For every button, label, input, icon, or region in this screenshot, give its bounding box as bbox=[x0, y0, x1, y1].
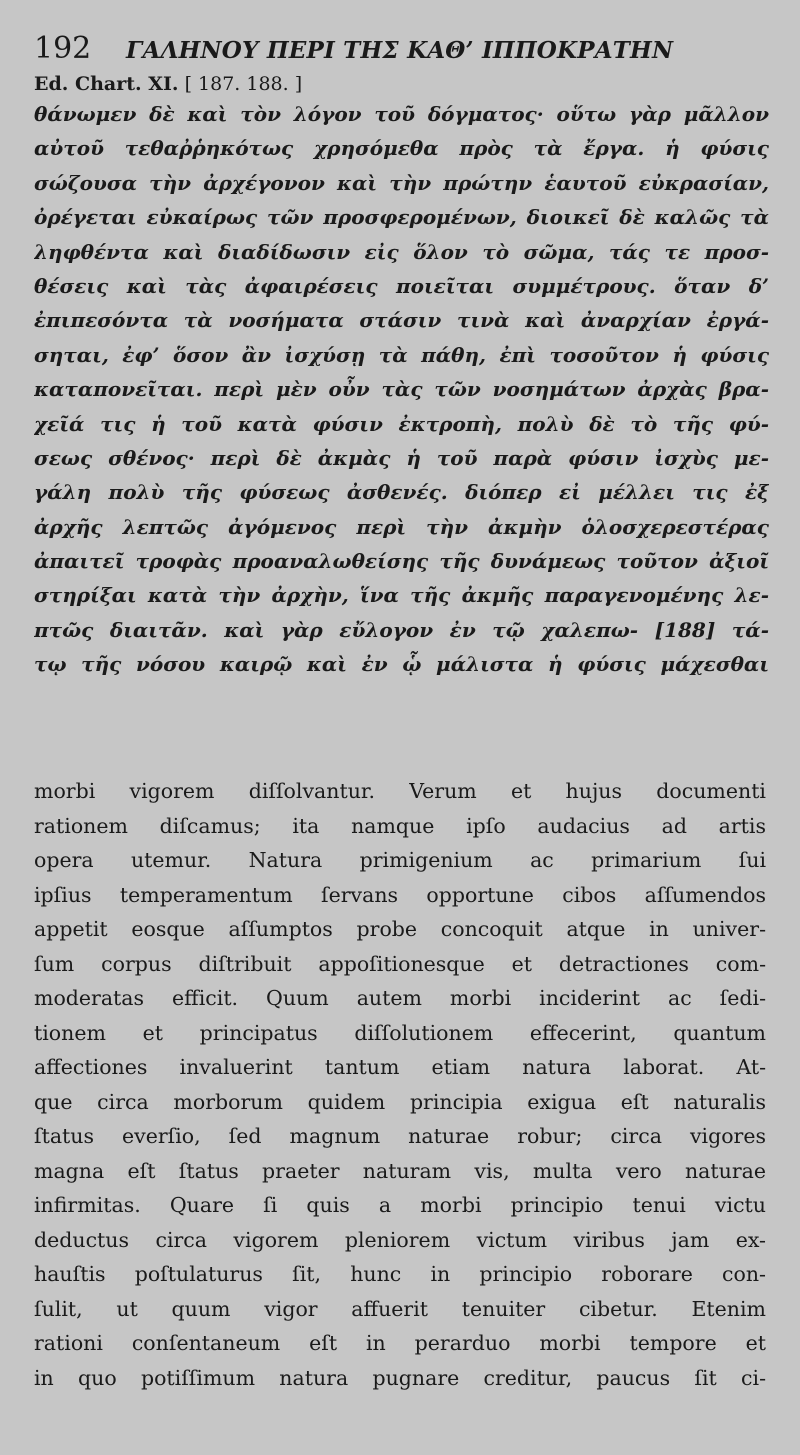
greek-text-line: ὀρέγεται εὐκαίρως τῶν προσφερομένων, διοικεῖ δὲ καλῶς τὰ bbox=[34, 205, 769, 230]
edition-reference bbox=[34, 72, 302, 96]
latin-text-block bbox=[34, 774, 766, 1395]
latin-text-line: rationem diſcamus; ita namque ipſo audacius ad artis bbox=[34, 813, 766, 838]
latin-text-line: affectiones invaluerint tantum etiam natura laborat. At- bbox=[34, 1055, 766, 1079]
latin-text-line: ſum corpus diſtribuit appoſitionesque et detractiones com- bbox=[34, 951, 766, 976]
page-number: 192 bbox=[34, 31, 92, 66]
edition-pages: [ 187. 188. ] bbox=[184, 73, 303, 95]
greek-text-line: ἀρχῆς λεπτῶς ἀγόμενος περὶ τὴν ἀκμὴν ὁλοσχερεστέρας bbox=[34, 514, 769, 539]
greek-text-line: σώζουσα τὴν ἀρχέγονον καὶ τὴν πρώτην ἑαυτοῦ εὐκρασίαν, bbox=[34, 170, 769, 195]
latin-text-line: moderatas efficit. Quum autem morbi inciderint ac ſedi- bbox=[34, 986, 766, 1010]
latin-text-line: ſtatus everſio, ſed magnum naturae robur; circa vigores bbox=[34, 1124, 766, 1148]
greek-text-line: θέσεις καὶ τὰς ἀφαιρέσεις ποιεῖται συμμέτρους. ὅταν δ’ bbox=[34, 273, 769, 298]
latin-text-line: que circa morborum quidem principia exigua eſt naturalis bbox=[34, 1089, 766, 1114]
latin-text-line: rationi conſentaneum eſt in perarduo morbi tempore et bbox=[34, 1331, 766, 1355]
greek-text-line: σεως σθένος· περὶ δὲ ἀκμὰς ἡ τοῦ παρὰ φύσιν ἰσχὺς με- bbox=[34, 445, 769, 470]
latin-text-line: hauſtis poſtulaturus ſit, hunc in principio roborare con- bbox=[34, 1262, 766, 1286]
greek-text-block bbox=[34, 97, 769, 682]
page-header bbox=[34, 30, 774, 70]
latin-text-line: morbi vigorem diſſolvantur. Verum et hujus documenti bbox=[34, 779, 766, 803]
greek-text-line: καταπονεῖται. περὶ μὲν οὖν τὰς τῶν νοσημάτων ἀρχὰς βρα- bbox=[34, 377, 769, 402]
greek-text-line: γάλη πολὺ τῆς φύσεως ἀσθενές. διόπερ εἰ μέλλει τις ἐξ bbox=[34, 480, 769, 505]
latin-text-line: infirmitas. Quare ſi quis a morbi principio tenui victu bbox=[34, 1193, 766, 1217]
greek-text-line: ἐπιπεσόντα τὰ νοσήματα στάσιν τινὰ καὶ ἀναρχίαν ἐργά- bbox=[34, 308, 769, 333]
greek-text-line: θάνωμεν δὲ καὶ τὸν λόγον τοῦ δόγματος· οὕτω γὰρ μᾶλλον bbox=[34, 102, 769, 126]
greek-text-line: πτῶς διαιτᾶν. καὶ γὰρ εὔλογον ἐν τῷ χαλεπω- [188] τά- bbox=[34, 617, 769, 642]
greek-text-line: ληφθέντα καὶ διαδίδωσιν εἰς ὅλον τὸ σῶμα, τάς τε προσ- bbox=[34, 239, 769, 264]
latin-text-line: in quo potiſſimum natura pugnare creditur, paucus ſit ci- bbox=[34, 1365, 766, 1390]
greek-text-line: ἀπαιτεῖ τροφὰς προαναλωθείσης τῆς δυνάμεως τοῦτον ἀξιοῖ bbox=[34, 549, 769, 574]
latin-text-line: ipſius temperamentum ſervans opportune cibos aſſumendos bbox=[34, 882, 766, 907]
running-title: ΓΑΛΗΝΟΥ ΠΕΡΙ ΤΗΣ ΚΑΘ’ ΙΠΠΟΚΡΑΤΗΝ bbox=[126, 37, 674, 64]
greek-text-line: σηται, ἐφ’ ὅσον ἂν ἰσχύσῃ τὰ πάθη, ἐπὶ τοσοῦτον ἡ φύσις bbox=[34, 342, 769, 367]
latin-text-line: appetit eosque aſſumptos probe concoquit atque in univer- bbox=[34, 917, 766, 941]
latin-text-line: magna eſt ſtatus praeter naturam vis, multa vero naturae bbox=[34, 1158, 766, 1183]
latin-text-line: opera utemur. Natura primigenium ac primarium ſui bbox=[34, 848, 766, 872]
greek-text-line: χεῖά τις ἡ τοῦ κατὰ φύσιν ἐκτροπὴ, πολὺ δὲ τὸ τῆς φύ- bbox=[34, 411, 769, 436]
latin-text-line: tionem et principatus diſſolutionem effecerint, quantum bbox=[34, 1020, 766, 1045]
greek-text-line: αὐτοῦ τεθαῤῥηκότως χρησόμεθα πρὸς τὰ ἔργα. ἡ φύσις bbox=[34, 136, 769, 161]
latin-text-line: deductus circa vigorem pleniorem victum viribus jam ex- bbox=[34, 1227, 766, 1252]
edition-label: Ed. Chart. XI. bbox=[34, 73, 179, 95]
greek-text-line: στηρίξαι κατὰ τὴν ἀρχὴν, ἵνα τῆς ἀκμῆς παραγενομένης λε- bbox=[34, 583, 769, 608]
latin-text-line: ſulit, ut quum vigor affuerit tenuiter cibetur. Etenim bbox=[34, 1296, 766, 1321]
greek-text-line: τῳ τῆς νόσου καιρῷ καὶ ἐν ᾧ μάλιστα ἡ φύσις μάχεσθαι bbox=[34, 652, 769, 677]
